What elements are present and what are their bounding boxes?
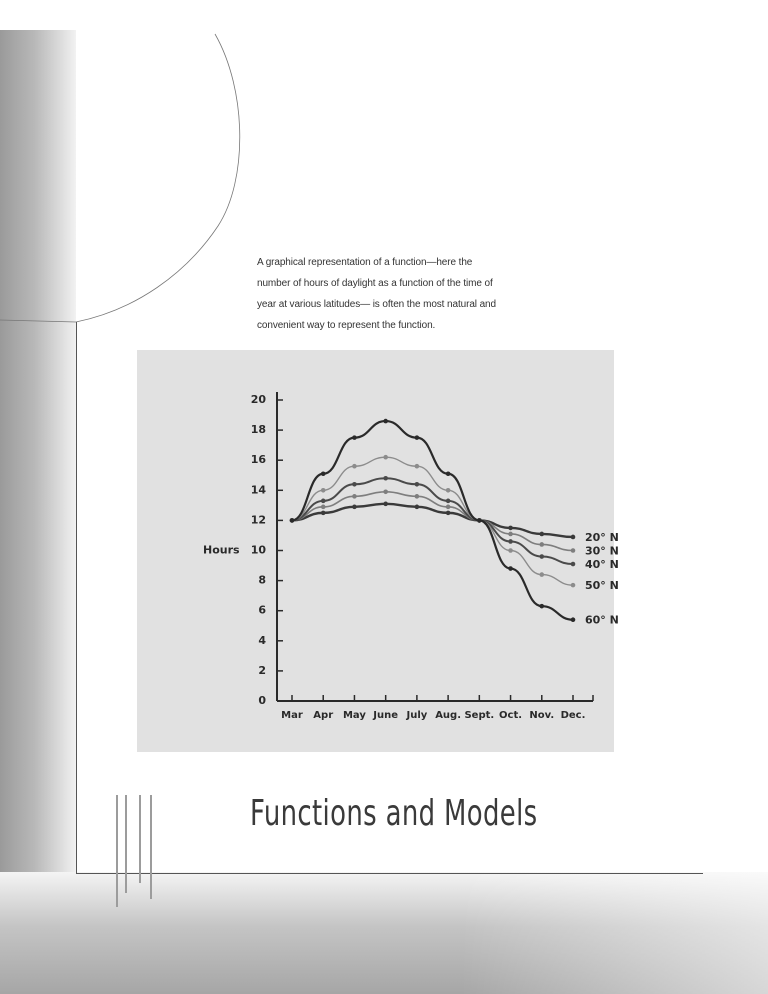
x-tick-label: Mar [281, 710, 303, 721]
data-point [571, 562, 576, 567]
decoration-bar [125, 795, 127, 893]
data-point [508, 539, 513, 544]
data-point [321, 471, 326, 476]
data-point [539, 604, 544, 609]
series-line [292, 492, 573, 551]
data-point [415, 464, 420, 469]
data-point [383, 502, 388, 507]
data-point [446, 505, 451, 510]
series-line [292, 504, 573, 537]
y-tick-label: 20 [250, 393, 266, 406]
y-tick-label: 8 [258, 573, 266, 587]
data-point [383, 490, 388, 495]
data-point [352, 494, 357, 499]
data-point [446, 511, 451, 516]
series-line [292, 457, 573, 585]
data-point [383, 455, 388, 460]
data-point [352, 505, 357, 510]
data-point [321, 488, 326, 493]
data-point [571, 617, 576, 622]
data-point [571, 535, 576, 540]
data-point [446, 488, 451, 493]
data-point [508, 566, 513, 571]
y-tick-label: 18 [250, 423, 266, 437]
data-point [446, 471, 451, 476]
x-tick-label: June [373, 710, 399, 721]
data-point [508, 526, 513, 531]
data-point [415, 494, 420, 499]
data-point [446, 499, 451, 504]
data-point [352, 482, 357, 487]
data-point [539, 542, 544, 547]
x-tick-label: July [406, 710, 428, 721]
y-tick-label: 16 [250, 453, 266, 467]
series-label: 40° N [585, 558, 619, 572]
data-point [415, 482, 420, 487]
data-point [352, 464, 357, 469]
series-line [292, 478, 573, 564]
x-tick-label: Nov. [529, 710, 555, 721]
data-point [415, 505, 420, 510]
x-tick-label: Aug. [435, 710, 462, 721]
frame-horizontal-line [76, 873, 703, 874]
chapter-title: Functions and Models [250, 793, 538, 834]
decoration-bar [139, 795, 141, 883]
series-label: 30° N [585, 544, 619, 558]
data-point [352, 435, 357, 440]
data-point [539, 572, 544, 577]
data-point [383, 476, 388, 481]
figure-caption: A graphical representation of a function—here the number of hours of daylight as a function of the time of year at various latitudes— is often the most natural and convenient way to represent the function. [257, 257, 496, 331]
y-tick-label: 14 [250, 483, 266, 497]
decoration-bar [150, 795, 152, 899]
x-tick-label: Apr [313, 710, 334, 721]
data-point [477, 518, 482, 523]
y-tick-label: 2 [258, 663, 266, 677]
daylight-chart [137, 350, 619, 752]
decoration-bar [116, 795, 118, 907]
daylight-chart-panel [137, 350, 619, 752]
data-point [539, 554, 544, 559]
data-point [508, 532, 513, 537]
data-point [321, 505, 326, 510]
x-tick-label: Oct. [499, 710, 523, 721]
y-axis-label: Hours [203, 543, 240, 557]
y-tick-label: 12 [250, 513, 266, 527]
x-tick-label: Sept. [464, 710, 495, 721]
data-point [415, 435, 420, 440]
y-tick-label: 10 [250, 543, 266, 557]
x-tick-label: May [342, 710, 366, 721]
series-line [292, 421, 573, 620]
series-label: 20° N [585, 530, 619, 544]
data-point [321, 499, 326, 504]
data-point [539, 532, 544, 537]
data-point [571, 548, 576, 553]
data-point [321, 511, 326, 516]
y-tick-label: 4 [258, 633, 266, 647]
data-point [508, 548, 513, 553]
data-point [571, 583, 576, 588]
y-tick-label: 6 [258, 603, 266, 617]
series-label: 60° N [585, 613, 619, 627]
x-tick-label: Dec. [560, 710, 586, 721]
data-point [383, 419, 388, 424]
frame-vertical-line [76, 322, 77, 874]
series-label: 50° N [585, 579, 619, 593]
data-point [290, 518, 295, 523]
y-tick-label: 0 [258, 694, 266, 707]
